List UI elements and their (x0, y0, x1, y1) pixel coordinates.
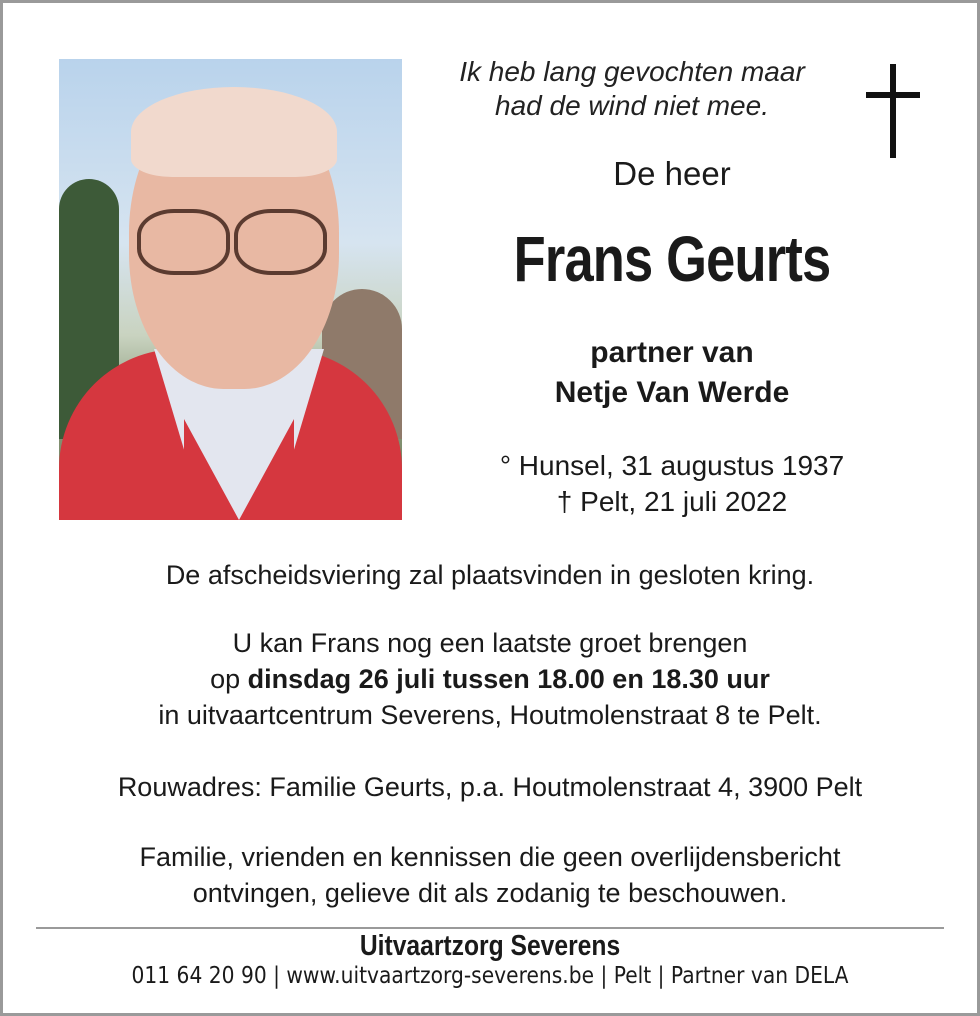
visit-line: U kan Frans nog een laatste groet brengen (232, 628, 748, 658)
quote-line: had de wind niet mee. (495, 90, 769, 121)
birth-date: ° Hunsel, 31 augustus 1937 (499, 450, 845, 481)
photo-glasses (137, 209, 230, 275)
visit-info (0, 625, 980, 733)
notice-text: Familie, vrienden en kennissen die geen overlijdensbericht ontvingen, gelieve dit als zodanig te beschouwen. (139, 842, 841, 908)
photo-glasses (234, 209, 327, 275)
visit-line: in uitvaartcentrum Severens, Houtmolenstraat 8 te Pelt. (158, 700, 822, 730)
deceased-name: Frans Geurts (513, 223, 831, 295)
photo-head (131, 87, 337, 177)
funeral-contact: 011 64 20 90 | www.uitvaartzorg-severens.be | Pelt | Partner van DELA (131, 963, 849, 989)
quote-line: Ik heb lang gevochten maar (459, 56, 805, 87)
divider (36, 927, 944, 929)
cross-icon (866, 64, 920, 158)
funeral-company: Uitvaartzorg Severens (359, 930, 621, 962)
partner (432, 333, 912, 413)
death-date: † Pelt, 21 juli 2022 (556, 486, 788, 517)
portrait-photo (59, 59, 402, 520)
title: De heer (613, 155, 731, 192)
visit-line: op dinsdag 26 juli tussen 18.00 en 18.30 uur (210, 664, 770, 694)
visit-time: dinsdag 26 juli tussen 18.00 en 18.30 uur (247, 664, 770, 694)
quote (422, 55, 842, 123)
partner-name: Netje Van Werde (554, 376, 790, 409)
dates (432, 448, 912, 520)
partner-label: partner van (590, 336, 754, 369)
mourning-address: Rouwadres: Familie Geurts, p.a. Houtmolenstraat 4, 3900 Pelt (117, 772, 863, 802)
ceremony-text: De afscheidsviering zal plaatsvinden in gesloten kring. (165, 560, 815, 590)
